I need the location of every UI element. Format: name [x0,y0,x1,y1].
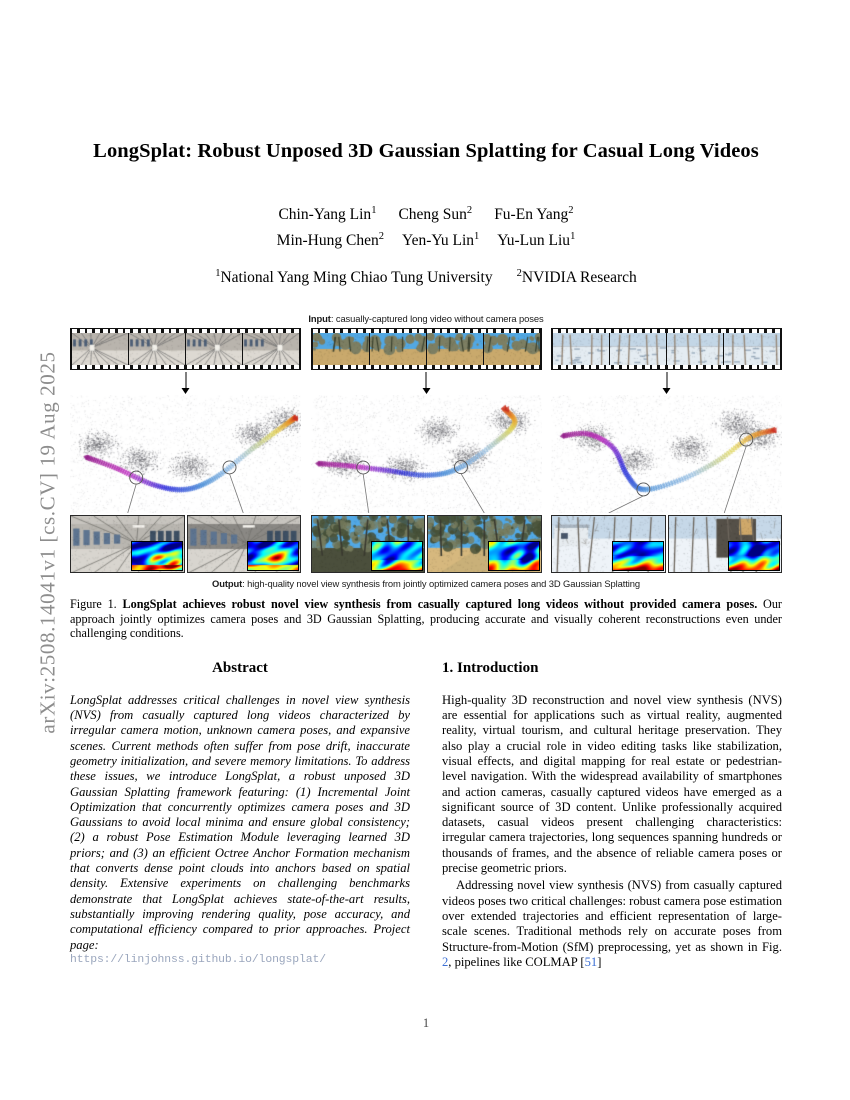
affiliation-list [70,269,782,287]
film-strip [551,328,782,370]
camera-marker-circle [637,483,650,496]
author-name: Yu-Lun Liu$^1$ [497,230,576,249]
column-right [442,660,782,970]
render-thumbnail [70,515,185,573]
camera-marker-circle [223,461,236,474]
film-frame [610,333,666,365]
sprocket-holes-bottom [70,365,301,369]
film-strip [70,328,301,370]
affiliation: $^1$National Yang Ming Chiao Tung University [215,267,493,286]
marker-connector-line [363,474,369,513]
camera-marker-circle [356,461,369,474]
marker-connector-line [230,474,244,513]
abstract-heading: Abstract [212,659,268,676]
film-frame [129,333,185,365]
figure-output-label: Output: high-quality novel view synthesis from jointly optimized camera poses and 3D Gaussian Splatting [212,578,640,589]
film-frames [72,333,299,365]
author-name: Chin-Yang Lin$^1$ [278,204,377,223]
film-frame [72,333,128,365]
citation-link[interactable]: 51 [584,954,598,969]
marker-connector-line [724,446,746,513]
marker-connector-line [128,484,136,513]
down-arrow-icon [185,372,186,389]
figure-panel [70,328,301,573]
render-thumbnail [551,515,666,573]
point-cloud-view [551,395,782,513]
film-frames [553,333,780,365]
point-cloud-view [70,395,301,513]
film-frame [313,333,369,365]
figure-reference-link[interactable]: 2 [442,954,449,969]
introduction-text [442,693,782,970]
film-strip [311,328,542,370]
point-cloud-view [311,395,542,513]
down-arrow-icon [426,372,427,389]
paper-page [70,0,782,1100]
film-frame [667,333,723,365]
film-frame [370,333,426,365]
render-thumbnails [70,515,301,573]
page-title: LongSplat: Robust Unposed 3D Gaussian Splatting for Casual Long Videos [93,140,759,162]
flow-arrow-container [70,370,301,395]
film-frame [484,333,540,365]
intro-paragraph-1: High-quality 3D reconstruction and novel view synthesis (NVS) are essential for applications such as virtual reality, augmented reality, virtual tourism, and cultural heritage preservation. They also play a crucial role in video editing tasks like stabilization, visual effects, and digital mapping for real estate or pedestrian-level navigation. With the widespread availability of smartphones and action cameras, casually captured videos have emerged as a significant source of 3D content. Unlike professionally acquired datasets, casual videos present challenging characteristics: irregular camera trajectories, long sequences spanning hundreds or thousands of frames, and the absence of reliable camera poses or precise geometric priors. [442,692,782,876]
down-arrow-icon [666,372,667,389]
render-thumbnails [311,515,542,573]
intro-paragraph-2: Addressing novel view synthesis (NVS) from casually captured videos poses two critical challenges: robust camera pose estimation over extended trajectories and efficient representation of large-scale scenes. Traditional methods rely on accurate poses from Structure-from-Motion (SfM) preprocessing, yet as shown in Fig. 2, pipelines like COLMAP [51] [442,878,782,969]
depth-map-inset [728,541,780,571]
depth-map-inset [247,541,299,571]
author-line-1 [70,206,782,224]
author-name: Min-Hung Chen$^2$ [276,230,384,249]
flow-arrow-container [311,370,542,395]
depth-map-inset [488,541,540,571]
author-list [70,206,782,250]
abstract-text: LongSplat addresses critical challenges in novel view synthesis (NVS) from casually captured long videos characterized by irregular camera motion, unknown camera poses, and expansive scenes. Current methods often suffer from pose drift, inaccurate geometry initialization, and severe memory limitations. To address these issues, we introduce LongSplat, a robust unposed 3D Gaussian Splatting framework featuring: (1) Incremental Joint Optimization that concurrently optimizes camera poses and 3D Gaussians to avoid local minima and ensure global consistency; (2) a robust Pose Estimation Module leveraging learned 3D priors; and (3) an efficient Octree Anchor Formation mechanism that converts dense point clouds into anchors based on spatial density. Extensive experiments on challenging benchmarks demonstrate that LongSplat achieves state-of-the-art results, substantially improving rendering quality, pose accuracy, and computational efficiency compared to prior approaches. Project page: https://linjohnss.github.io/longsplat/ [70,693,410,968]
figure-panel [551,328,782,573]
render-thumbnail [668,515,783,573]
film-frame [243,333,299,365]
film-frames [313,333,540,365]
author-name: Yen-Yu Lin$^1$ [401,230,480,249]
arxiv-stamp: arXiv:2508.14041v1 [cs.CV] 19 Aug 2025 [35,351,60,734]
figure-panel [311,328,542,573]
marker-connector-line [609,496,644,513]
render-thumbnail [187,515,302,573]
film-frame [724,333,780,365]
camera-marker-circle [740,433,753,446]
body-columns [70,660,782,970]
render-thumbnail [427,515,542,573]
page-number: 1 [422,1016,430,1030]
sprocket-holes-bottom [311,365,542,369]
project-page-link[interactable]: https://linjohnss.github.io/longsplat/ [70,953,326,966]
sprocket-holes-bottom [551,365,782,369]
depth-map-inset [131,541,183,571]
film-frame [186,333,242,365]
camera-marker-circle [130,471,143,484]
teaser-figure [70,313,782,588]
figure-caption: Figure 1. LongSplat achieves robust novel view synthesis from casually captured long videos without provided camera poses. Our approach jointly optimizes camera poses and 3D Gaussian Splatting, producing accurate and visually coherent reconstructions even under challenging conditions. [70,597,782,641]
figure-input-label: Input: casually-captured long video without camera poses [308,313,544,324]
column-left [70,660,410,970]
affiliation: $^2$NVIDIA Research [516,267,637,286]
figure-panels [70,328,782,573]
flow-arrow-container [551,370,782,395]
introduction-heading: 1. Introduction [442,659,539,676]
author-name: Cheng Sun$^2$ [398,204,473,223]
author-line-2 [70,232,782,250]
render-thumbnails [551,515,782,573]
camera-marker-circle [454,461,467,474]
author-name: Fu-En Yang$^2$ [494,204,574,223]
depth-map-inset [612,541,664,571]
film-frame [553,333,609,365]
depth-map-inset [371,541,423,571]
marker-connector-line [460,474,483,513]
film-frame [427,333,483,365]
render-thumbnail [311,515,426,573]
